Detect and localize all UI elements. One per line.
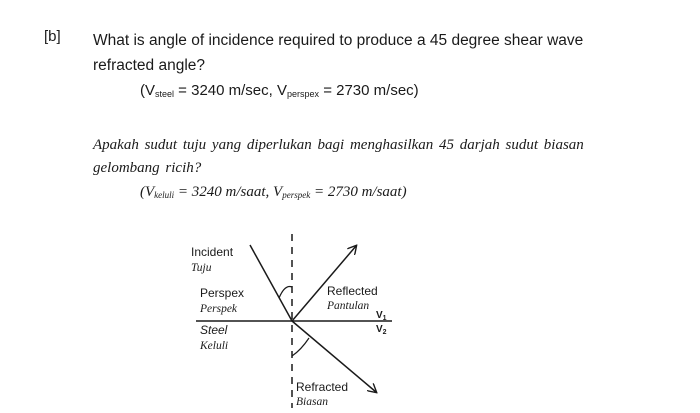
reflected-label-malay: Pantulan: [327, 300, 370, 312]
incident-label: Incident: [191, 245, 234, 259]
velocity-1-label: [376, 310, 387, 322]
steel-subscript: steel: [155, 89, 175, 99]
v2-letter: V: [376, 324, 383, 335]
question-text-english: What is angle of incidence required to produce a 45 degree shear wave refracted angle?: [93, 32, 584, 74]
question-label: [b]: [44, 28, 61, 45]
perspek-value: = 2730 m/saat): [310, 184, 407, 200]
incident-label-malay: Tuju: [191, 262, 212, 274]
v1-subscript: 1: [382, 315, 387, 322]
values-open: (V: [140, 82, 155, 99]
perspex-label: Perspex: [200, 286, 245, 300]
keluli-value: = 3240 m/saat, V: [174, 184, 283, 200]
incidence-angle-arc: [279, 286, 292, 298]
refraction-angle-arc: [292, 338, 309, 356]
steel-value: = 3240 m/sec, V: [174, 82, 287, 99]
velocity-2-label: [376, 324, 387, 336]
refracted-label-malay: Biasan: [296, 396, 328, 408]
values-open-malay: (V: [140, 184, 155, 200]
perspex-label-malay: Perspek: [200, 303, 238, 315]
perspex-subscript: perspex: [287, 89, 320, 99]
perspek-subscript: perspek: [282, 190, 311, 200]
keluli-subscript: keluli: [154, 190, 175, 200]
reflected-label: Reflected: [327, 284, 378, 298]
v1-letter: V: [376, 310, 383, 321]
steel-label-malay: Keluli: [200, 340, 229, 352]
refracted-label: Refracted: [296, 380, 349, 394]
v2-subscript: 2: [382, 329, 387, 336]
incident-ray: [250, 245, 292, 321]
steel-label: Steel: [200, 323, 228, 337]
question-text-malay: Apakah sudut tuju yang diperlukan bagi menghasilkan 45 darjah sudut biasan gelombang ricih?: [93, 137, 584, 176]
perspex-value: = 2730 m/sec): [319, 82, 419, 99]
